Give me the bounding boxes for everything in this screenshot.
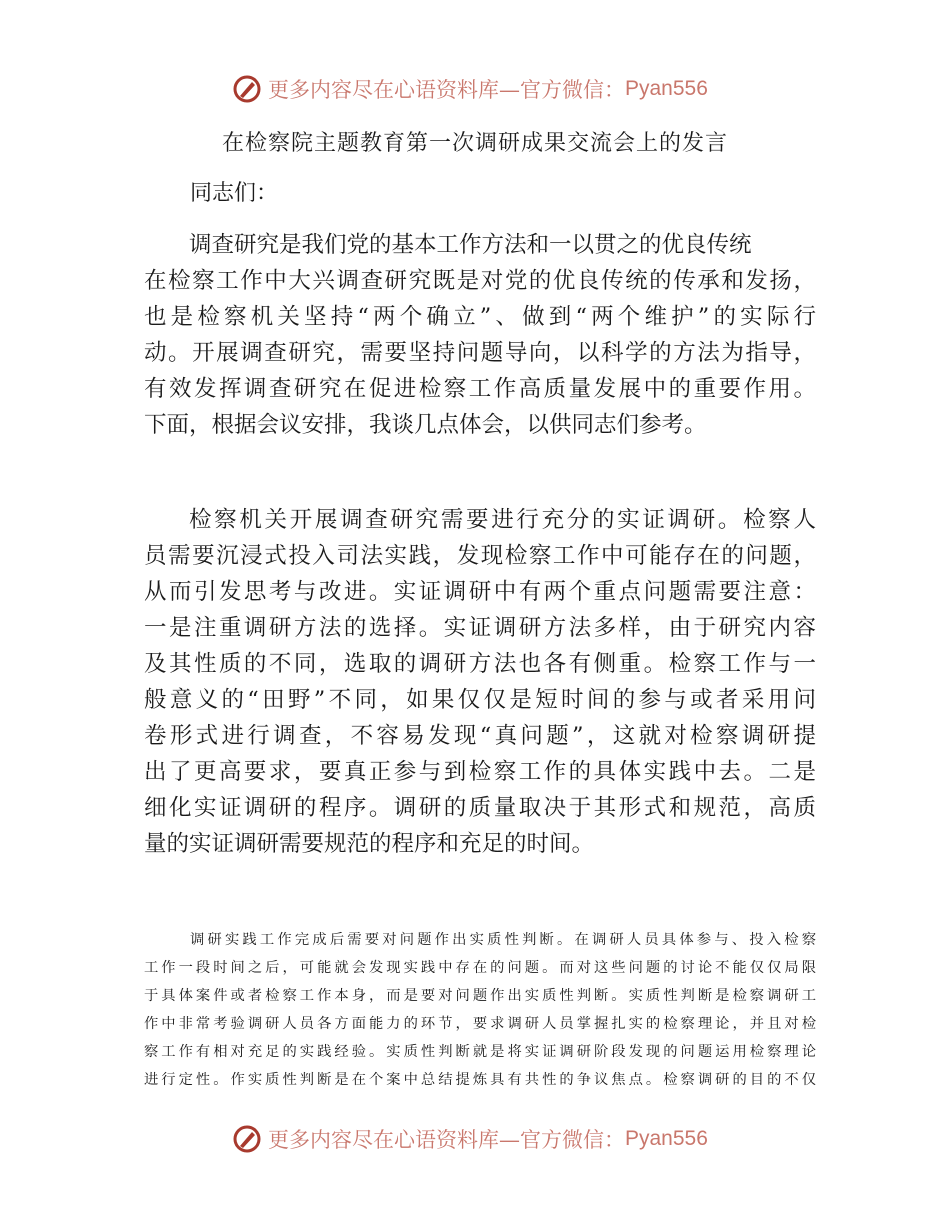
pen-logo-icon <box>232 74 262 104</box>
banner-text: 更多内容尽在心语资料库— <box>268 78 520 102</box>
paragraph-1 <box>144 227 816 443</box>
text-line: 员需要沉浸式投入司法实践，发现检察工作中可能存在的问题， <box>144 543 816 569</box>
text-line: 工作一段时间之后，可能就会发现实践中存在的问题。而对这些问题的讨论不能仅仅局限 <box>144 960 816 976</box>
text-line: 于具体案件或者检察工作本身，而是要对问题作出实质性判断。实质性判断是检察调研工 <box>144 988 816 1004</box>
paragraph-2 <box>144 502 816 862</box>
text-line: 及其性质的不同，选取的调研方法也各有侧重。检察工作与一 <box>144 651 816 677</box>
text-line: 也是检察机关坚持“两个确立”、做到“两个维护”的实际行 <box>144 304 816 330</box>
footer-watermark-banner <box>232 1122 712 1156</box>
text-line: 进行定性。作实质性判断是在个案中总结提炼具有共性的争议焦点。检察调研的目的不仅 <box>144 1072 816 1088</box>
banner-wechat-label: 官方微信： <box>520 78 625 102</box>
text-line: 细化实证调研的程序。调研的质量取决于其形式和规范，高质 <box>144 795 816 821</box>
banner-text: 更多内容尽在心语资料库— <box>268 1128 520 1152</box>
text-line: 检察机关开展调查研究需要进行充分的实证调研。检察人 <box>189 507 816 533</box>
greeting: 同志们： <box>190 181 279 206</box>
text-line: 从而引发思考与改进。实证调研中有两个重点问题需要注意： <box>144 579 816 605</box>
text-line: 察工作有相对充足的实践经验。实质性判断就是将实证调研阶段发现的问题运用检察理论 <box>144 1044 816 1060</box>
text-line: 动。开展调查研究，需要坚持问题导向，以科学的方法为指导， <box>144 340 816 366</box>
banner-wechat-id: Pyan556 <box>625 77 708 100</box>
text-line: 调研实践工作完成后需要对问题作出实质性判断。在调研人员具体参与、投入检察 <box>190 932 816 948</box>
text-line: 有效发挥调查研究在促进检察工作高质量发展中的重要作用。 <box>144 376 816 402</box>
banner-wechat-id: Pyan556 <box>625 1127 708 1150</box>
text-line: 卷形式进行调查，不容易发现“真问题”，这就对检察调研提 <box>144 723 816 749</box>
text-line: 在检察工作中大兴调查研究既是对党的优良传统的传承和发扬， <box>144 268 816 294</box>
text-line: 量的实证调研需要规范的程序和充足的时间。 <box>144 831 595 857</box>
text-line: 下面，根据会议安排，我谈几点体会，以供同志们参考。 <box>144 412 707 438</box>
text-line: 一是注重调研方法的选择。实证调研方法多样，由于研究内容 <box>144 615 816 641</box>
text-line: 作中非常考验调研人员各方面能力的环节，要求调研人员掌握扎实的检察理论，并且对检 <box>144 1016 816 1032</box>
header-watermark-banner <box>232 72 712 106</box>
text-line: 般意义的“田野”不同，如果仅仅是短时间的参与或者采用问 <box>144 687 816 713</box>
document-title: 在检察院主题教育第一次调研成果交流会上的发言 <box>221 131 728 156</box>
text-line: 出了更高要求，要真正参与到检察工作的具体实践中去。二是 <box>144 759 816 785</box>
banner-wechat-label: 官方微信： <box>520 1128 625 1152</box>
text-line: 调查研究是我们党的基本工作方法和一以贯之的优良传统 <box>189 232 752 258</box>
pen-logo-icon <box>232 1124 262 1154</box>
paragraph-3 <box>144 926 816 1094</box>
